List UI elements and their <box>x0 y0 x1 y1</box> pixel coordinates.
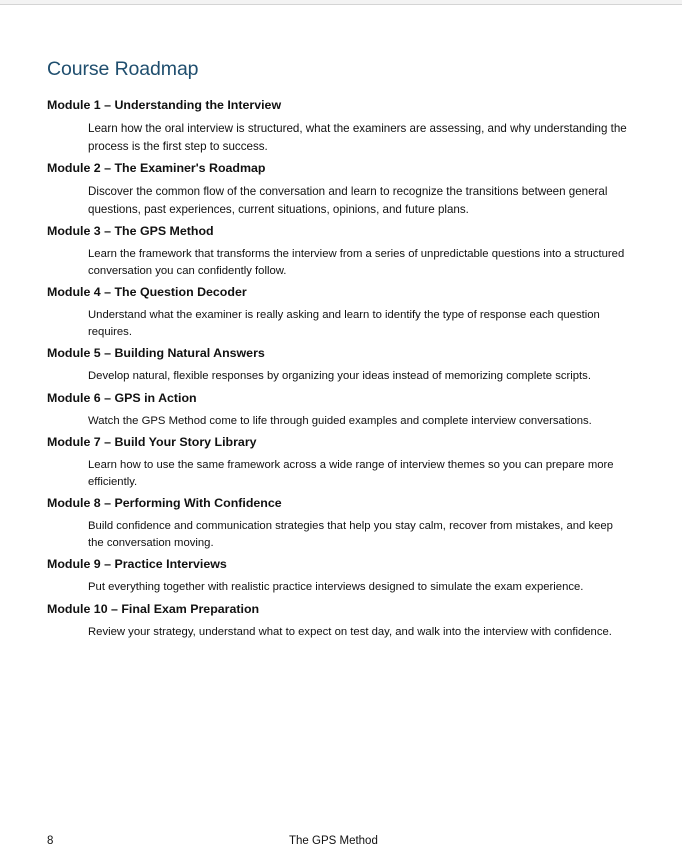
top-edge-rule <box>0 0 682 5</box>
module-heading: Module 4 – The Question Decoder <box>47 285 247 300</box>
module-description: Learn how the oral interview is structured, what the examiners are assessing, and why understanding the process is the first step to success. <box>88 122 627 153</box>
running-title: The GPS Method <box>289 835 378 847</box>
module-heading: Module 1 – Understanding the Interview <box>47 98 282 112</box>
module-heading: Module 3 – The GPS Method <box>47 224 214 239</box>
module-heading: Module 6 – GPS in Action <box>47 390 197 405</box>
module-10 <box>47 601 637 641</box>
module-7 <box>47 434 637 490</box>
module-heading: Module 5 – Building Natural Answers <box>47 346 265 361</box>
module-4 <box>47 284 637 340</box>
module-description: Watch the GPS Method come to life through guided examples and complete interview conversations. <box>88 414 592 427</box>
document-page <box>47 58 637 645</box>
module-1 <box>47 97 637 155</box>
module-description: Develop natural, flexible responses by organizing your ideas instead of memorizing complete scripts. <box>88 370 591 383</box>
module-3 <box>47 223 637 279</box>
module-description: Discover the common flow of the conversation and learn to recognize the transitions between general questions, past experiences, current situations, opinions, and future plans. <box>88 185 608 216</box>
module-5 <box>47 345 637 385</box>
page-footer <box>47 835 637 851</box>
module-heading: Module 2 – The Examiner's Roadmap <box>47 161 266 176</box>
module-heading: Module 10 – Final Exam Preparation <box>47 601 260 616</box>
page-number: 8 <box>47 835 54 847</box>
module-heading: Module 9 – Practice Interviews <box>47 557 227 572</box>
module-description: Build confidence and communication strategies that help you stay calm, recover from mistakes, and keep the conversation moving. <box>88 520 613 549</box>
module-2 <box>47 160 637 218</box>
module-description: Understand what the examiner is really asking and learn to identify the type of response each question requires. <box>88 309 600 338</box>
module-9 <box>47 556 637 596</box>
module-6 <box>47 390 637 430</box>
module-8 <box>47 495 637 551</box>
module-description: Learn how to use the same framework across a wide range of interview themes so you can prepare more efficiently. <box>88 459 614 488</box>
module-description: Learn the framework that transforms the interview from a series of unpredictable questions into a structured conversation you can confidently follow. <box>88 248 625 277</box>
module-description: Review your strategy, understand what to expect on test day, and walk into the interview with confidence. <box>88 625 612 638</box>
module-heading: Module 7 – Build Your Story Library <box>47 435 257 450</box>
module-description: Put everything together with realistic practice interviews designed to simulate the exam experience. <box>88 581 584 594</box>
page-title: Course Roadmap <box>47 58 199 80</box>
module-heading: Module 8 – Performing With Confidence <box>47 496 282 511</box>
